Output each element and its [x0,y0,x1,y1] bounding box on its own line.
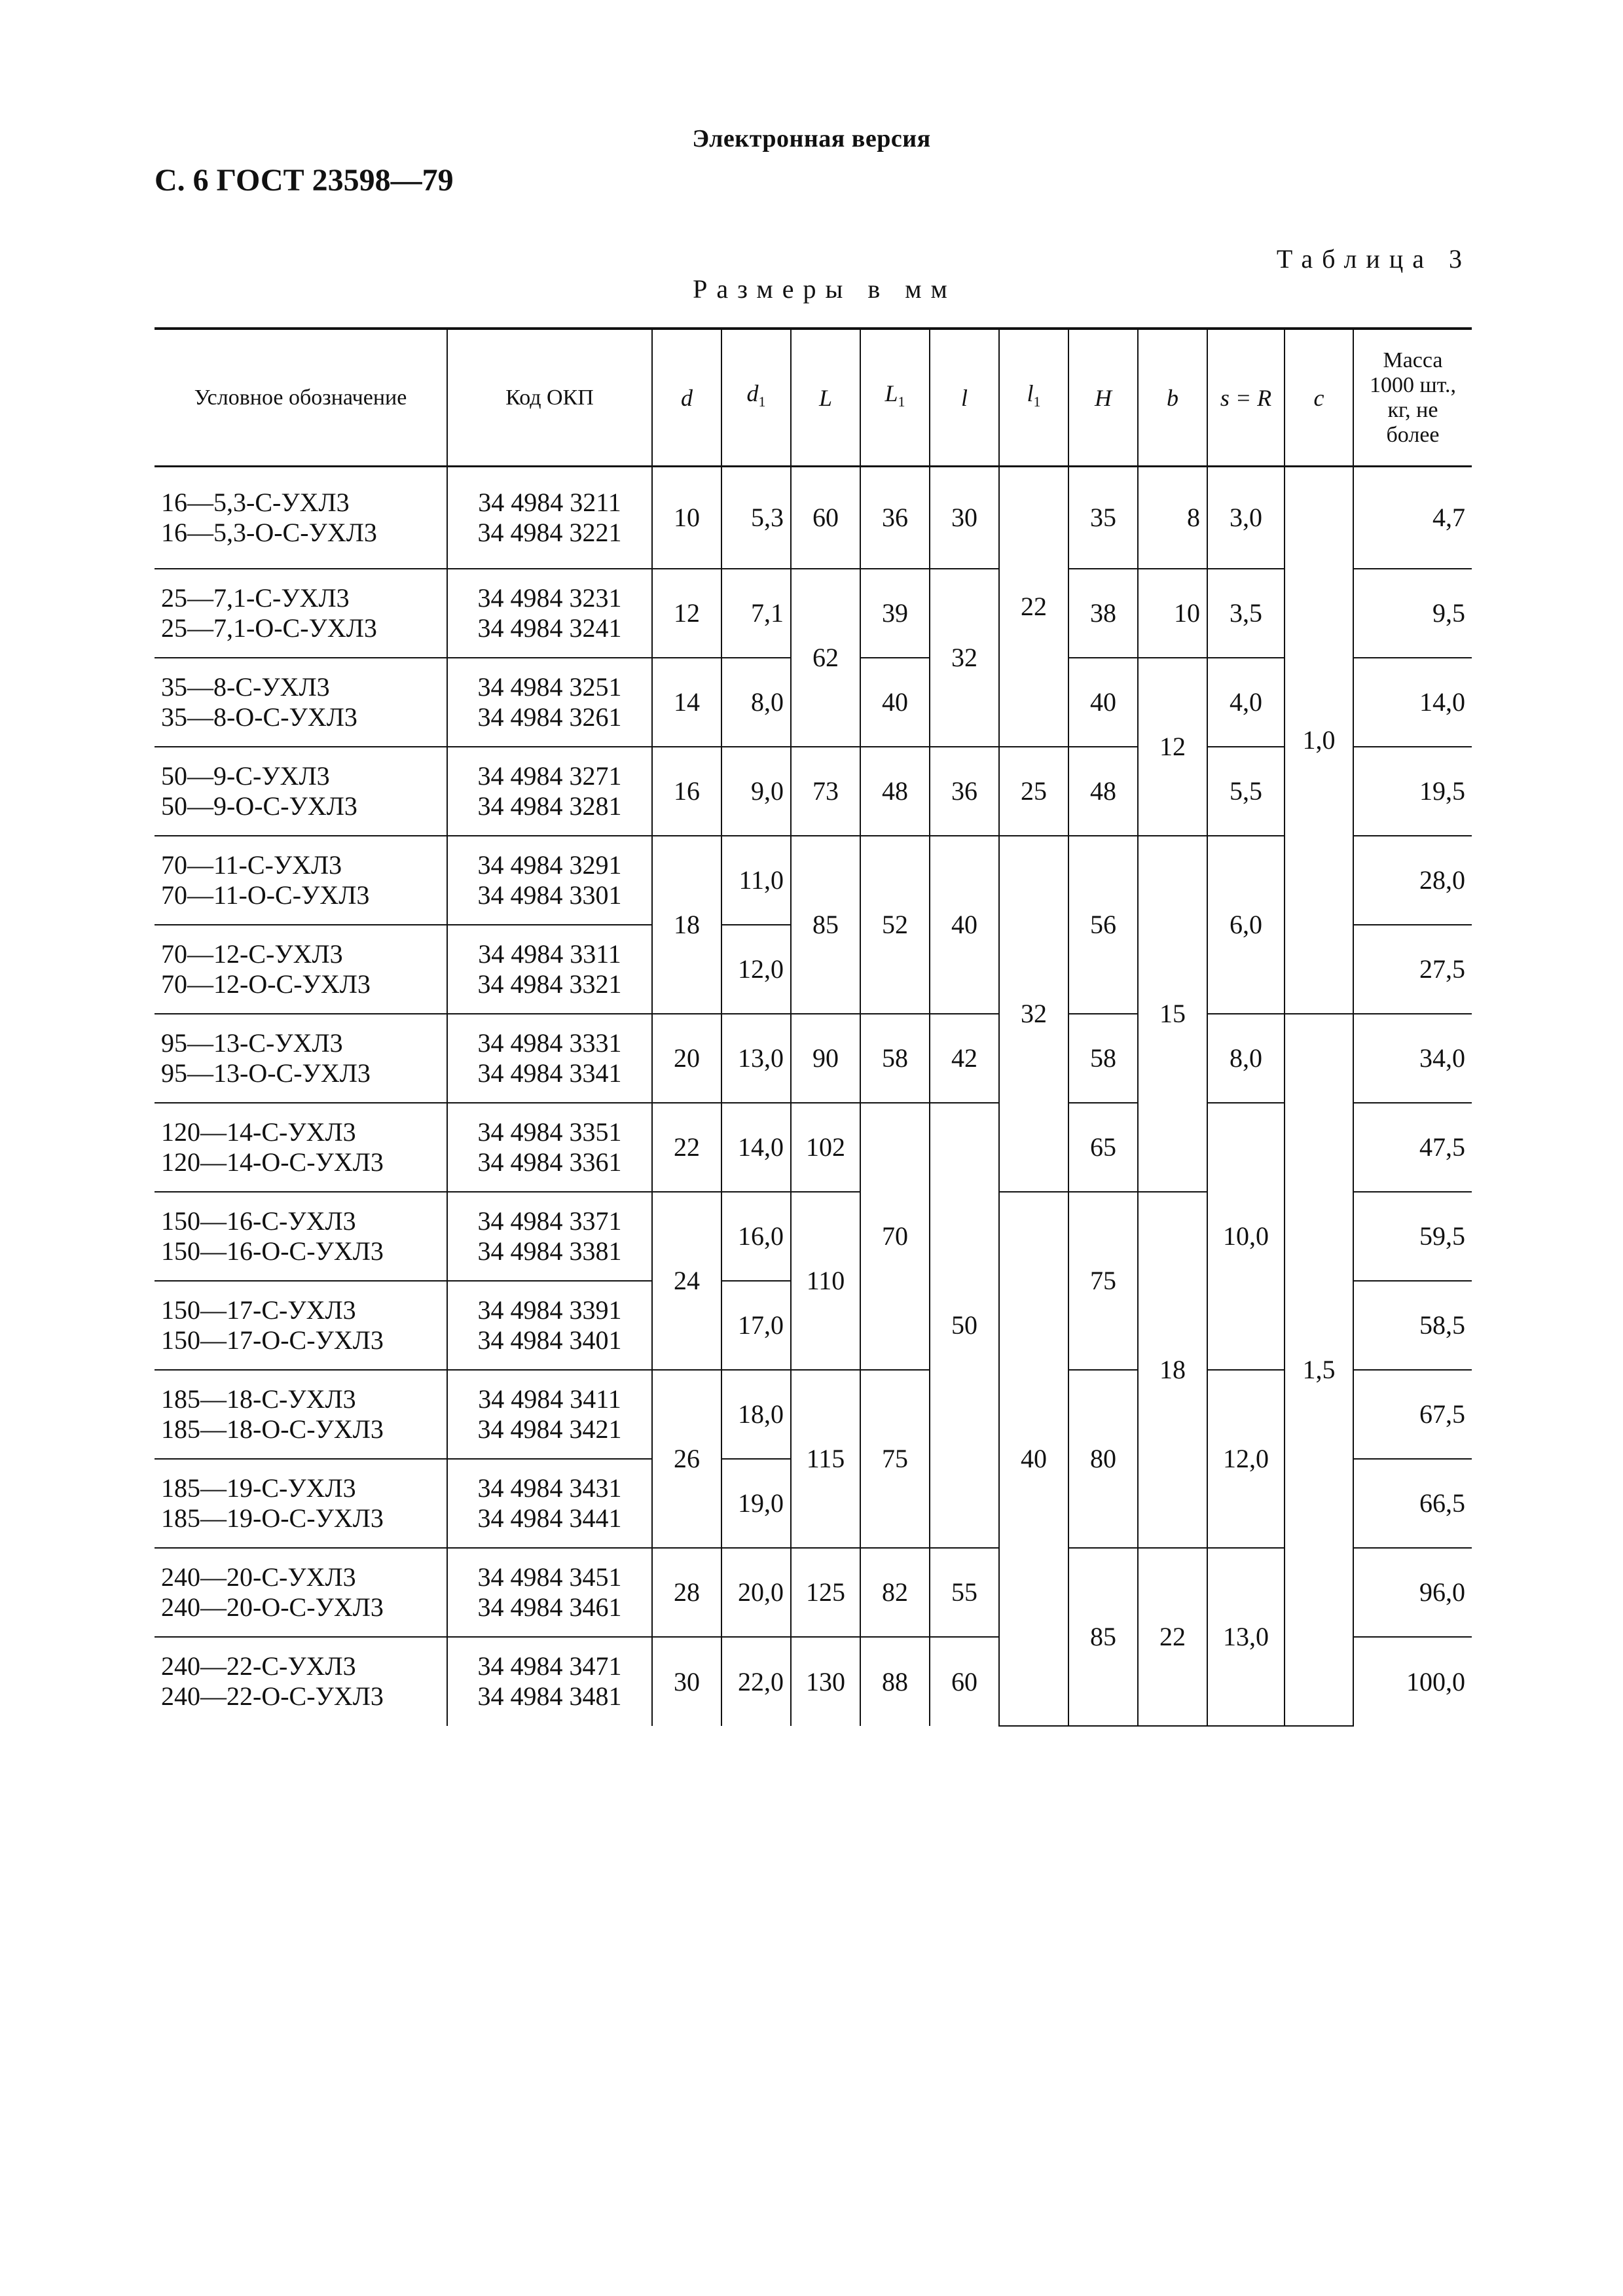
d-cell: 28 [652,1548,721,1637]
mass-cell: 14,0 [1353,658,1472,747]
table-row [155,467,1472,569]
okp-code-line: 34 4984 3241 [477,613,622,643]
okp-code-line: 34 4984 3271 [477,761,622,791]
designation-line: 16—5,3-О-С-УХЛ3 [161,517,377,547]
L1-cell: 48 [860,747,930,836]
H-cell: 75 [1068,1192,1138,1370]
d1-cell: 13,0 [721,1014,791,1103]
L-cell: 130 [791,1637,860,1726]
okp-code-line: 34 4984 3211 [478,487,621,517]
header-L: L [791,329,860,467]
b-cell: 22 [1138,1548,1207,1726]
L1-cell: 58 [860,1014,930,1103]
s-r-cell: 12,0 [1207,1370,1285,1548]
mass-cell: 66,5 [1353,1459,1472,1548]
b-cell: 12 [1138,658,1207,836]
header-d: d [652,329,721,467]
designation-line: 95—13-С-УХЛ3 [161,1028,343,1058]
d-cell: 20 [652,1014,721,1103]
d1-cell: 14,0 [721,1103,791,1192]
okp-code-line: 34 4984 3401 [477,1325,622,1355]
okp-code-line: 34 4984 3311 [478,939,621,969]
mass-cell: 58,5 [1353,1281,1472,1370]
mass-cell: 100,0 [1353,1637,1472,1726]
okp-code-cell [447,1014,652,1103]
table-row [155,747,1472,836]
d-cell: 12 [652,569,721,658]
designation-cell [155,1192,447,1281]
okp-code-line: 34 4984 3471 [477,1651,622,1681]
designation-cell [155,925,447,1014]
s-r-cell: 3,5 [1207,569,1285,658]
designation-cell [155,747,447,836]
designation-line: 150—17-О-С-УХЛ3 [161,1325,384,1355]
L1-cell: 70 [860,1103,930,1370]
H-cell: 56 [1068,836,1138,1014]
L1-cell: 75 [860,1370,930,1548]
d-cell: 10 [652,467,721,569]
designation-cell [155,1281,447,1370]
okp-code-line: 34 4984 3301 [477,880,622,910]
b-cell: 10 [1138,569,1207,658]
designation-cell [155,1548,447,1637]
designation-line: 70—12-О-С-УХЛ3 [161,969,371,999]
L1-cell: 82 [860,1548,930,1637]
L-cell: 125 [791,1548,860,1637]
okp-code-cell [447,569,652,658]
designation-line: 70—12-С-УХЛ3 [161,939,343,969]
okp-code-line: 34 4984 3261 [477,702,622,732]
okp-code-line: 34 4984 3461 [477,1592,622,1622]
mass-cell: 19,5 [1353,747,1472,836]
mass-cell: 27,5 [1353,925,1472,1014]
okp-code-line: 34 4984 3321 [477,969,622,999]
l-cell: 55 [930,1548,999,1637]
designation-line: 185—18-С-УХЛ3 [161,1384,356,1414]
header-s-r: s = R [1207,329,1285,467]
d1-cell: 7,1 [721,569,791,658]
okp-code-line: 34 4984 3221 [477,517,622,547]
d1-cell: 16,0 [721,1192,791,1281]
table-row [155,1548,1472,1637]
H-cell: 85 [1068,1548,1138,1726]
designation-line: 50—9-С-УХЛ3 [161,761,330,791]
document-banner: Электронная версия [692,125,931,152]
table-header-row [155,329,1472,467]
L-cell: 90 [791,1014,860,1103]
s-r-cell: 3,0 [1207,467,1285,569]
units-label: Размеры в мм [693,274,957,304]
designation-line: 240—20-С-УХЛ3 [161,1562,356,1592]
mass-cell: 9,5 [1353,569,1472,658]
H-cell: 48 [1068,747,1138,836]
l-cell: 32 [930,569,999,747]
okp-code-cell [447,1459,652,1548]
designation-line: 120—14-О-С-УХЛ3 [161,1147,384,1177]
d-cell: 14 [652,658,721,747]
designation-line: 95—13-О-С-УХЛ3 [161,1058,371,1088]
table-label: Таблица 3 [1276,244,1471,274]
designation-cell [155,1637,447,1726]
okp-code-line: 34 4984 3421 [477,1414,622,1444]
designation-cell [155,467,447,569]
mass-cell: 47,5 [1353,1103,1472,1192]
designation-line: 150—16-С-УХЛ3 [161,1206,356,1236]
l-cell: 30 [930,467,999,569]
d1-cell: 8,0 [721,658,791,747]
L-cell: 73 [791,747,860,836]
okp-code-line: 34 4984 3411 [478,1384,621,1414]
header-b: b [1138,329,1207,467]
L1-cell: 36 [860,467,930,569]
designation-cell [155,1459,447,1548]
L-cell: 102 [791,1103,860,1192]
table-row [155,569,1472,658]
designation-line: 25—7,1-С-УХЛ3 [161,583,350,613]
okp-code-line: 34 4984 3251 [477,672,622,702]
header-mass: Масса 1000 шт., кг, не более [1353,329,1472,467]
d-cell: 16 [652,747,721,836]
L-cell: 85 [791,836,860,1014]
header-L1-subscript: 1 [898,393,905,410]
designation-line: 35—8-О-С-УХЛ3 [161,702,357,732]
designation-line: 25—7,1-О-С-УХЛ3 [161,613,377,643]
designation-line: 185—19-О-С-УХЛ3 [161,1503,384,1533]
H-cell: 35 [1068,467,1138,569]
okp-code-line: 34 4984 3291 [477,850,622,880]
okp-code-line: 34 4984 3451 [477,1562,622,1592]
d1-cell: 20,0 [721,1548,791,1637]
okp-code-cell [447,467,652,569]
header-designation: Условное обозначение [155,329,447,467]
H-cell: 58 [1068,1014,1138,1103]
okp-code-line: 34 4984 3351 [477,1117,622,1147]
designation-line: 70—11-О-С-УХЛ3 [161,880,370,910]
designation-line: 150—17-С-УХЛ3 [161,1295,356,1325]
okp-code-line: 34 4984 3381 [477,1236,622,1266]
l-cell: 42 [930,1014,999,1103]
L-cell: 60 [791,467,860,569]
s-r-cell: 8,0 [1207,1014,1285,1103]
designation-line: 185—18-О-С-УХЛ3 [161,1414,384,1444]
table-row [155,1103,1472,1192]
designation-cell [155,1103,447,1192]
d1-cell: 22,0 [721,1637,791,1726]
okp-code-cell [447,1281,652,1370]
l-cell: 40 [930,836,999,1014]
d1-cell: 18,0 [721,1370,791,1459]
c-cell: 1,0 [1285,467,1353,1014]
mass-cell: 28,0 [1353,836,1472,925]
d1-cell: 12,0 [721,925,791,1014]
s-r-cell: 4,0 [1207,658,1285,747]
designation-line: 185—19-С-УХЛ3 [161,1473,356,1503]
header-l1-symbol: l [1027,380,1034,406]
okp-code-line: 34 4984 3481 [477,1681,622,1711]
designation-line: 120—14-С-УХЛ3 [161,1117,356,1147]
d-cell: 22 [652,1103,721,1192]
header-okp-code: Код ОКП [447,329,652,467]
table-row [155,836,1472,925]
L1-cell: 39 [860,569,930,658]
designation-cell [155,1014,447,1103]
l1-cell: 22 [999,467,1068,747]
okp-code-cell [447,1192,652,1281]
designation-line: 70—11-С-УХЛ3 [161,850,342,880]
designation-line: 240—22-О-С-УХЛ3 [161,1681,384,1711]
okp-code-line: 34 4984 3441 [477,1503,622,1533]
s-r-cell: 6,0 [1207,836,1285,1014]
L1-cell: 40 [860,658,930,747]
header-l: l [930,329,999,467]
mass-cell: 59,5 [1353,1192,1472,1281]
okp-code-line: 34 4984 3341 [477,1058,622,1088]
l1-cell: 32 [999,836,1068,1192]
okp-code-line: 34 4984 3281 [477,791,622,821]
header-l1-subscript: 1 [1033,393,1041,410]
L-cell: 115 [791,1370,860,1548]
c-cell: 1,5 [1285,1014,1353,1726]
designation-cell [155,1370,447,1459]
designation-line: 50—9-О-С-УХЛ3 [161,791,357,821]
d-cell: 30 [652,1637,721,1726]
L-cell: 62 [791,569,860,747]
d1-cell: 5,3 [721,467,791,569]
l-cell: 50 [930,1103,999,1548]
header-d1-symbol: d [746,380,759,406]
mass-cell: 96,0 [1353,1548,1472,1637]
okp-code-cell [447,1548,652,1637]
header-c: c [1285,329,1353,467]
okp-code-line: 34 4984 3431 [477,1473,622,1503]
okp-code-cell [447,1103,652,1192]
l-cell: 36 [930,747,999,836]
okp-code-cell [447,1370,652,1459]
H-cell: 38 [1068,569,1138,658]
header-L1 [860,329,930,467]
okp-code-line: 34 4984 3331 [477,1028,622,1058]
header-l1 [999,329,1068,467]
b-cell: 18 [1138,1192,1207,1548]
l1-cell: 40 [999,1192,1068,1726]
okp-code-cell [447,925,652,1014]
d-cell: 26 [652,1370,721,1548]
l1-cell: 25 [999,747,1068,836]
mass-cell: 4,7 [1353,467,1472,569]
d-cell: 24 [652,1192,721,1370]
designation-line: 240—22-С-УХЛ3 [161,1651,356,1681]
okp-code-line: 34 4984 3231 [477,583,622,613]
okp-code-cell [447,836,652,925]
okp-code-line: 34 4984 3391 [477,1295,622,1325]
okp-code-cell [447,747,652,836]
dimensions-table [155,327,1472,1727]
d1-cell: 11,0 [721,836,791,925]
L-cell: 110 [791,1192,860,1370]
d1-cell: 17,0 [721,1281,791,1370]
d1-cell: 19,0 [721,1459,791,1548]
header-H: H [1068,329,1138,467]
mass-cell: 34,0 [1353,1014,1472,1103]
designation-cell [155,569,447,658]
s-r-cell: 5,5 [1207,747,1285,836]
L1-cell: 52 [860,836,930,1014]
header-d1-subscript: 1 [758,393,766,410]
l-cell: 60 [930,1637,999,1726]
H-cell: 40 [1068,658,1138,747]
designation-cell [155,836,447,925]
okp-code-cell [447,658,652,747]
header-d1 [721,329,791,467]
H-cell: 65 [1068,1103,1138,1192]
okp-code-line: 34 4984 3361 [477,1147,622,1177]
mass-cell: 67,5 [1353,1370,1472,1459]
designation-line: 35—8-С-УХЛ3 [161,672,330,702]
s-r-cell: 10,0 [1207,1103,1285,1370]
d1-cell: 9,0 [721,747,791,836]
okp-code-line: 34 4984 3371 [477,1206,622,1236]
header-L1-symbol: L [884,380,898,406]
designation-cell [155,658,447,747]
designation-line: 16—5,3-С-УХЛ3 [161,487,350,517]
table-row [155,1370,1472,1459]
d-cell: 18 [652,836,721,1014]
b-cell: 15 [1138,836,1207,1192]
L1-cell: 88 [860,1637,930,1726]
s-r-cell: 13,0 [1207,1548,1285,1726]
okp-code-cell [447,1637,652,1726]
designation-line: 240—20-О-С-УХЛ3 [161,1592,384,1622]
b-cell: 8 [1138,467,1207,569]
H-cell: 80 [1068,1370,1138,1548]
table-row [155,1014,1472,1103]
page-header: С. 6 ГОСТ 23598—79 [155,163,454,198]
designation-line: 150—16-О-С-УХЛ3 [161,1236,384,1266]
